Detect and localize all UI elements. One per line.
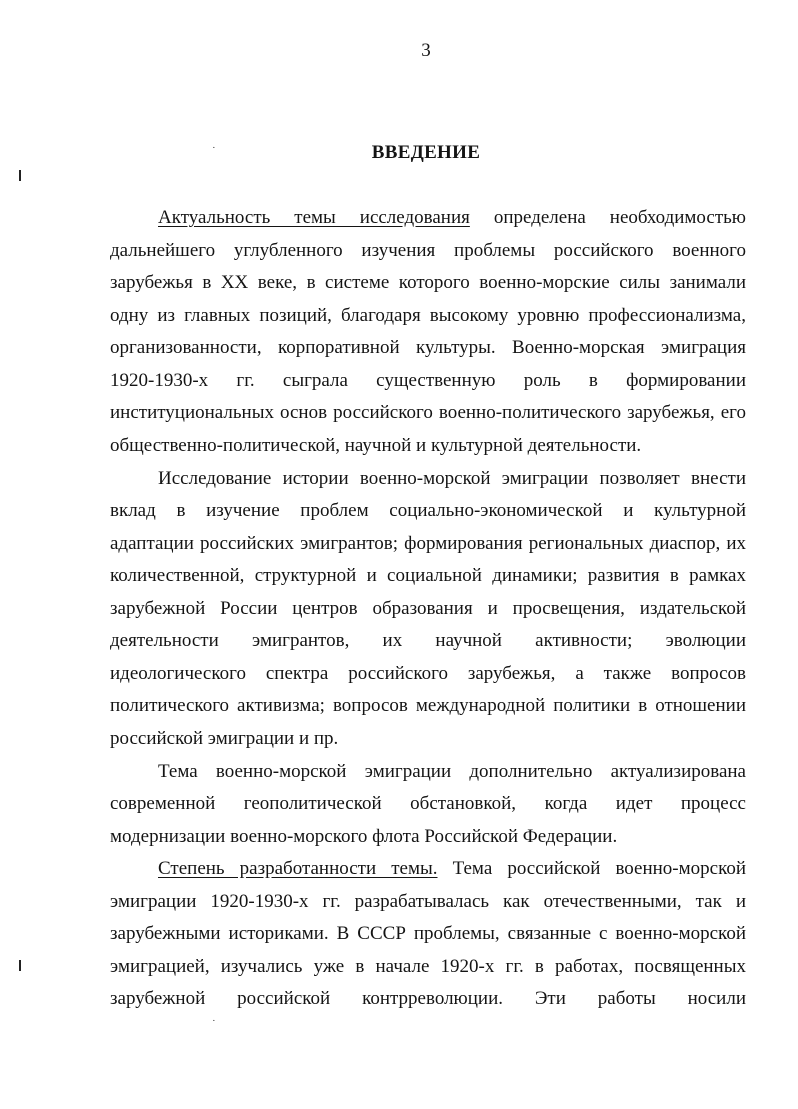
- paragraph-2-line-3: адаптации российских эмигрантов; формирования региональных диаспор, их: [110, 533, 746, 554]
- paragraph-1-line-6: 1920-1930-х гг. сыграла существенную роль в формировании: [110, 370, 746, 391]
- paragraph-1-line-2: дальнейшего углубленного изучения проблемы российского военного: [110, 240, 746, 261]
- scan-dot: ˙: [212, 145, 216, 157]
- paragraph-4-line-5: зарубежной российской контрреволюции. Эти работы носили: [110, 988, 746, 1009]
- paragraph-1-line-1: Актуальность темы исследования определена необходимостью: [158, 207, 746, 228]
- paragraph-3-line-2: современной геополитической обстановкой, когда идет процесс: [110, 793, 746, 814]
- paragraph-2-line-8: политического активизма; вопросов международной политики в отношении: [110, 695, 746, 716]
- paragraph-1-line-3: зарубежья в XX веке, в системе которого военно-морские силы занимали: [110, 272, 746, 293]
- paragraph-4-line-2: эмиграции 1920-1930-х гг. разрабатывалась как отечественными, так и: [110, 891, 746, 912]
- subheading-relevance: Актуальность темы исследования: [158, 207, 470, 228]
- scan-mark: [19, 960, 21, 971]
- subheading-degree-of-study: Степень разработанности темы.: [158, 858, 438, 879]
- paragraph-3-line-1: Тема военно-морской эмиграции дополнительно актуализирована: [158, 761, 746, 782]
- scan-dot: ˙: [212, 1018, 216, 1030]
- paragraph-3-line-3: модернизации военно-морского флота Российской Федерации.: [110, 826, 618, 847]
- paragraph-1-line-4: одну из главных позиций, благодаря высокому уровню профессионализма,: [110, 305, 746, 326]
- paragraph-2-line-5: зарубежной России центров образования и просвещения, издательской: [110, 598, 746, 619]
- page-number: 3: [421, 40, 431, 61]
- paragraph-1-line-5: организованности, корпоративной культуры. Военно-морская эмиграция: [110, 337, 746, 358]
- section-heading: ВВЕДЕНИЕ: [371, 142, 481, 163]
- scan-mark: [19, 170, 21, 181]
- paragraph-2-line-2: вклад в изучение проблем социально-экономической и культурной: [110, 500, 746, 521]
- paragraph-1-line-8: общественно-политической, научной и культурной деятельности.: [110, 435, 642, 456]
- paragraph-2-line-1: Исследование истории военно-морской эмиграции позволяет внести: [158, 468, 746, 489]
- paragraph-4-line-1: Степень разработанности темы. Тема российской военно-морской: [158, 858, 746, 879]
- paragraph-2-line-4: количественной, структурной и социальной динамики; развития в рамках: [110, 565, 746, 586]
- paragraph-2-line-6: деятельности эмигрантов, их научной активности; эволюции: [110, 630, 746, 651]
- paragraph-2-line-9: российской эмиграции и пр.: [110, 728, 339, 749]
- paragraph-1-line-7: институциональных основ российского военно-политического зарубежья, его: [110, 402, 746, 423]
- paragraph-4-line-3: зарубежными историками. В СССР проблемы, связанные с военно-морской: [110, 923, 746, 944]
- paragraph-2-line-7: идеологического спектра российского зарубежья, а также вопросов: [110, 663, 746, 684]
- paragraph-4-line-4: эмиграцией, изучались уже в начале 1920-х гг. в работах, посвященных: [110, 956, 746, 977]
